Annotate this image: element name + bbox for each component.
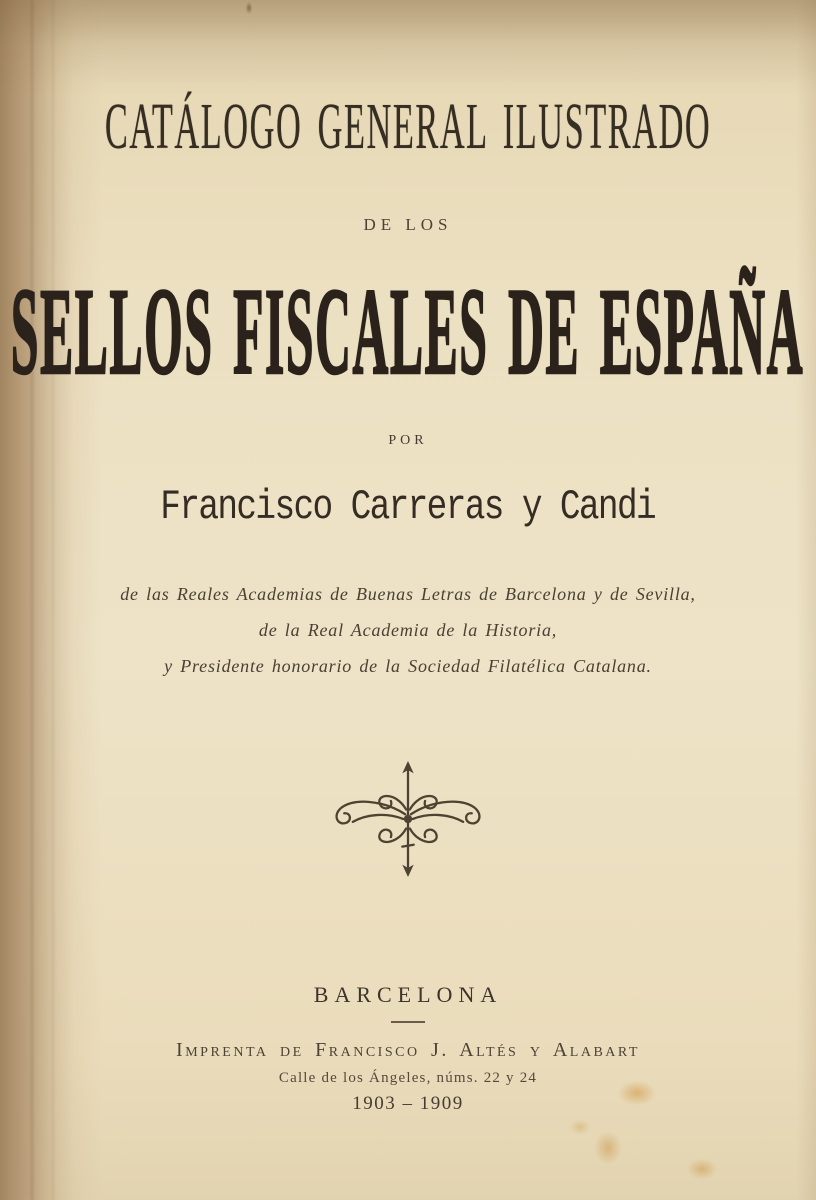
city-name: BARCELONA (313, 982, 503, 1007)
header-title-row (0, 90, 816, 163)
fleuron-ornament (330, 760, 486, 878)
publication-years: 1903 – 1909 (352, 1093, 464, 1114)
imprint-row (0, 1040, 816, 1060)
author-row (0, 483, 816, 531)
byline-label-row (0, 434, 816, 448)
subtitle-connector: DE LOS (363, 215, 453, 234)
city-row (0, 984, 816, 1006)
credential-line: y Presidente honorario de la Sociedad Filatélica Catalana. (164, 656, 652, 676)
main-title: SELLOS FISCALES DE ESPAÑA (11, 263, 805, 400)
subtitle-connector-row (0, 216, 816, 233)
years-row (0, 1094, 816, 1113)
byline-label: POR (388, 433, 428, 448)
ornament-row (0, 760, 816, 878)
credential-line: de las Reales Academias de Buenas Letras de Barcelona y de Sevilla, (120, 584, 696, 604)
main-title-row (0, 263, 816, 400)
printer-address: Calle de los Ángeles, núms. 22 y 24 (278, 1070, 538, 1086)
author-name: Francisco Carreras y Candi (160, 483, 656, 531)
address-row (0, 1071, 816, 1086)
author-credentials (0, 576, 816, 684)
divider-rule (391, 1021, 425, 1023)
catalog-header-title: CATÁLOGO GENERAL ILUSTRADO (104, 90, 712, 163)
credential-line: de la Real Academia de la Historia, (258, 620, 558, 640)
printer-imprint: Imprenta de Francisco J. Altés y Alabart (176, 1039, 640, 1061)
divider-row (0, 1021, 816, 1023)
